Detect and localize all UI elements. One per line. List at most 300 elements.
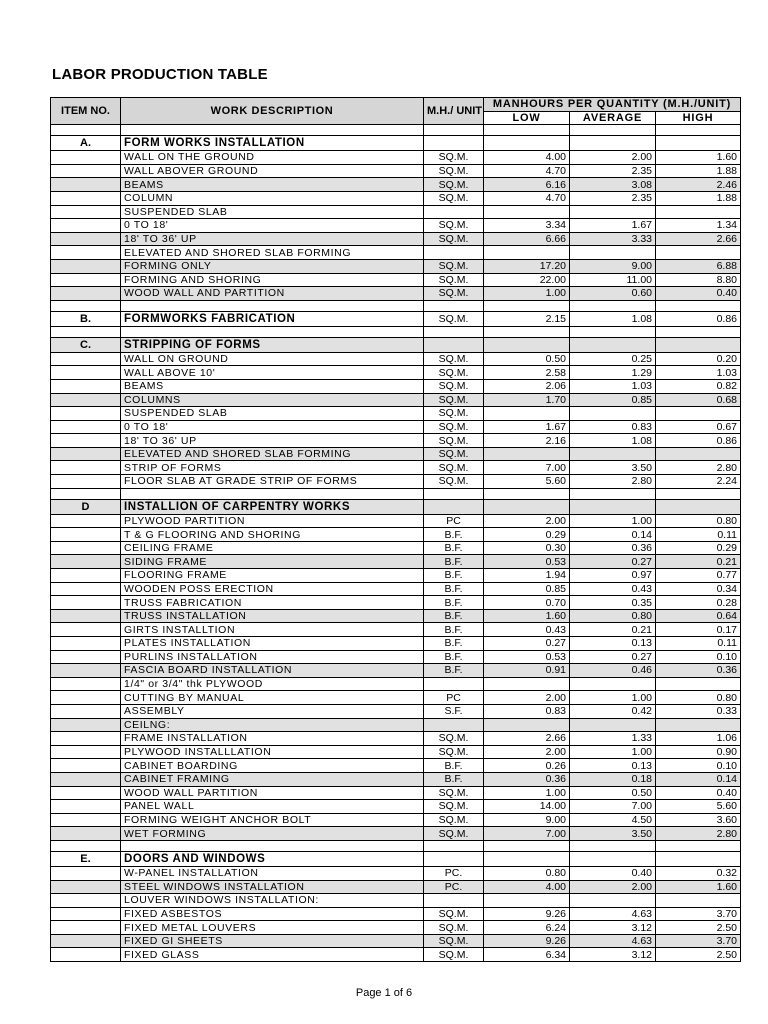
description-cell: FASCIA BOARD INSTALLATION xyxy=(121,664,424,678)
table-row xyxy=(51,393,741,407)
table-row xyxy=(51,934,741,948)
unit-cell xyxy=(424,136,484,151)
low-cell: 0.53 xyxy=(484,650,570,664)
description-cell: WOOD WALL PARTITION xyxy=(121,786,424,800)
description-cell: FORMWORKS FABRICATION xyxy=(121,311,424,326)
description-cell: 1/4" or 3/4" thk PLYWOOD xyxy=(121,677,424,691)
low-cell xyxy=(484,326,570,337)
low-cell: 0.85 xyxy=(484,582,570,596)
low-cell: 4.70 xyxy=(484,164,570,178)
low-cell: 6.24 xyxy=(484,921,570,935)
item-cell xyxy=(51,541,121,555)
description-cell: INSTALLION OF CARPENTRY WORKS xyxy=(121,499,424,514)
unit-cell xyxy=(424,125,484,136)
unit-cell: SQ.M. xyxy=(424,420,484,434)
high-cell: 0.80 xyxy=(656,514,741,528)
unit-cell: SQ.M. xyxy=(424,287,484,301)
description-cell: CABINET BOARDING xyxy=(121,759,424,773)
low-cell: 0.27 xyxy=(484,637,570,651)
average-cell: 1.03 xyxy=(570,379,656,393)
unit-cell: B.F. xyxy=(424,772,484,786)
average-cell xyxy=(570,205,656,219)
description-cell: DOORS AND WINDOWS xyxy=(121,851,424,866)
blank-row xyxy=(51,326,741,337)
high-cell: 1.60 xyxy=(656,880,741,894)
high-cell: 0.64 xyxy=(656,609,741,623)
average-cell xyxy=(570,337,656,352)
unit-cell: B.F. xyxy=(424,609,484,623)
table-row xyxy=(51,178,741,192)
unit-cell: SQ.M. xyxy=(424,164,484,178)
average-cell: 2.35 xyxy=(570,191,656,205)
low-cell: 0.83 xyxy=(484,704,570,718)
item-cell xyxy=(51,151,121,165)
description-cell: SUSPENDED SLAB xyxy=(121,205,424,219)
table-row xyxy=(51,191,741,205)
low-cell: 6.16 xyxy=(484,178,570,192)
average-cell: 2.00 xyxy=(570,151,656,165)
unit-cell: B.F. xyxy=(424,664,484,678)
description-cell: WALL ABOVER GROUND xyxy=(121,164,424,178)
average-cell: 9.00 xyxy=(570,259,656,273)
unit-cell: SQ.M. xyxy=(424,311,484,326)
item-cell xyxy=(51,934,121,948)
low-cell xyxy=(484,840,570,851)
high-cell: 2.50 xyxy=(656,948,741,962)
table-row xyxy=(51,664,741,678)
unit-cell: B.F. xyxy=(424,650,484,664)
item-cell xyxy=(51,745,121,759)
average-cell: 3.12 xyxy=(570,921,656,935)
average-cell: 0.36 xyxy=(570,541,656,555)
section-row xyxy=(51,311,741,326)
average-cell: 0.43 xyxy=(570,582,656,596)
table-row xyxy=(51,352,741,366)
item-cell xyxy=(51,205,121,219)
table-row xyxy=(51,555,741,569)
average-cell xyxy=(570,499,656,514)
table-row xyxy=(51,800,741,814)
description-cell: COLUMNS xyxy=(121,393,424,407)
average-cell: 0.97 xyxy=(570,569,656,583)
table-row xyxy=(51,514,741,528)
unit-cell: B.F. xyxy=(424,528,484,542)
table-row xyxy=(51,232,741,246)
high-cell: 0.82 xyxy=(656,379,741,393)
item-cell xyxy=(51,948,121,962)
average-cell: 1.00 xyxy=(570,745,656,759)
low-cell xyxy=(484,499,570,514)
high-cell: 0.77 xyxy=(656,569,741,583)
description-cell: TRUSS INSTALLATION xyxy=(121,609,424,623)
average-cell xyxy=(570,677,656,691)
table-row xyxy=(51,596,741,610)
table-row xyxy=(51,528,741,542)
unit-cell xyxy=(424,499,484,514)
average-cell: 11.00 xyxy=(570,273,656,287)
description-cell: WOODEN POSS ERECTION xyxy=(121,582,424,596)
high-cell: 0.80 xyxy=(656,691,741,705)
high-cell: 0.67 xyxy=(656,420,741,434)
description-cell: 0 TO 18' xyxy=(121,420,424,434)
table-row xyxy=(51,759,741,773)
table-row xyxy=(51,691,741,705)
high-cell xyxy=(656,337,741,352)
item-cell xyxy=(51,759,121,773)
low-cell: 1.00 xyxy=(484,287,570,301)
table-row xyxy=(51,813,741,827)
high-cell: 0.32 xyxy=(656,866,741,880)
unit-cell: SQ.M. xyxy=(424,827,484,841)
unit-cell: SQ.M. xyxy=(424,393,484,407)
table-row xyxy=(51,287,741,301)
item-cell xyxy=(51,352,121,366)
table-row xyxy=(51,866,741,880)
description-cell: FORMING ONLY xyxy=(121,259,424,273)
section-row xyxy=(51,337,741,352)
unit-cell: SQ.M. xyxy=(424,948,484,962)
item-cell xyxy=(51,246,121,260)
low-cell: 2.00 xyxy=(484,514,570,528)
description-cell: WOOD WALL AND PARTITION xyxy=(121,287,424,301)
section-row xyxy=(51,499,741,514)
average-cell xyxy=(570,718,656,732)
item-cell xyxy=(51,420,121,434)
low-cell: 0.26 xyxy=(484,759,570,773)
high-cell xyxy=(656,488,741,499)
blank-row xyxy=(51,300,741,311)
table-row xyxy=(51,609,741,623)
item-cell xyxy=(51,827,121,841)
unit-cell: SQ.M. xyxy=(424,475,484,489)
low-cell: 2.00 xyxy=(484,691,570,705)
item-cell xyxy=(51,840,121,851)
description-cell xyxy=(121,840,424,851)
table-row xyxy=(51,894,741,908)
description-cell: FORM WORKS INSTALLATION xyxy=(121,136,424,151)
table-row xyxy=(51,366,741,380)
high-cell: 0.33 xyxy=(656,704,741,718)
low-cell xyxy=(484,718,570,732)
description-cell xyxy=(121,488,424,499)
average-cell: 3.50 xyxy=(570,827,656,841)
description-cell: W-PANEL INSTALLATION xyxy=(121,866,424,880)
low-cell: 2.58 xyxy=(484,366,570,380)
high-cell: 5.60 xyxy=(656,800,741,814)
description-cell: T & G FLOORING AND SHORING xyxy=(121,528,424,542)
average-cell: 0.21 xyxy=(570,623,656,637)
description-cell: TRUSS FABRICATION xyxy=(121,596,424,610)
high-cell xyxy=(656,246,741,260)
unit-cell: B.F. xyxy=(424,582,484,596)
item-cell xyxy=(51,907,121,921)
item-cell xyxy=(51,287,121,301)
description-cell: SIDING FRAME xyxy=(121,555,424,569)
item-cell xyxy=(51,623,121,637)
low-cell: 0.91 xyxy=(484,664,570,678)
description-cell xyxy=(121,125,424,136)
low-cell: 4.00 xyxy=(484,880,570,894)
item-cell xyxy=(51,637,121,651)
description-cell: FIXED GI SHEETS xyxy=(121,934,424,948)
high-cell xyxy=(656,136,741,151)
average-cell: 1.08 xyxy=(570,434,656,448)
high-cell: 2.66 xyxy=(656,232,741,246)
description-cell: WET FORMING xyxy=(121,827,424,841)
unit-cell: SQ.M. xyxy=(424,732,484,746)
item-cell xyxy=(51,326,121,337)
low-cell: 2.06 xyxy=(484,379,570,393)
average-cell: 2.00 xyxy=(570,880,656,894)
high-cell: 6.88 xyxy=(656,259,741,273)
header-unit: M.H./ UNIT xyxy=(424,98,484,125)
average-cell: 0.27 xyxy=(570,650,656,664)
high-cell xyxy=(656,326,741,337)
high-cell xyxy=(656,851,741,866)
average-cell: 1.00 xyxy=(570,514,656,528)
description-cell: FORMING AND SHORING xyxy=(121,273,424,287)
table-row xyxy=(51,164,741,178)
low-cell: 7.00 xyxy=(484,461,570,475)
unit-cell: SQ.M. xyxy=(424,259,484,273)
average-cell xyxy=(570,840,656,851)
item-cell: A. xyxy=(51,136,121,151)
description-cell: ELEVATED AND SHORED SLAB FORMING xyxy=(121,447,424,461)
section-row xyxy=(51,851,741,866)
unit-cell: B.F. xyxy=(424,759,484,773)
table-row xyxy=(51,151,741,165)
table-row xyxy=(51,273,741,287)
table-row xyxy=(51,259,741,273)
table-row xyxy=(51,732,741,746)
low-cell: 0.70 xyxy=(484,596,570,610)
high-cell: 0.29 xyxy=(656,541,741,555)
table-row xyxy=(51,447,741,461)
low-cell: 4.70 xyxy=(484,191,570,205)
unit-cell: S.F. xyxy=(424,704,484,718)
high-cell: 2.50 xyxy=(656,921,741,935)
item-cell xyxy=(51,732,121,746)
unit-cell: SQ.M. xyxy=(424,178,484,192)
low-cell xyxy=(484,205,570,219)
item-cell xyxy=(51,393,121,407)
high-cell: 3.60 xyxy=(656,813,741,827)
average-cell: 0.27 xyxy=(570,555,656,569)
description-cell: PLYWOOD PARTITION xyxy=(121,514,424,528)
unit-cell: PC. xyxy=(424,866,484,880)
blank-row xyxy=(51,840,741,851)
item-cell xyxy=(51,191,121,205)
unit-cell: SQ.M. xyxy=(424,352,484,366)
high-cell: 0.21 xyxy=(656,555,741,569)
average-cell: 3.33 xyxy=(570,232,656,246)
unit-cell: SQ.M. xyxy=(424,379,484,393)
high-cell: 1.88 xyxy=(656,191,741,205)
description-cell: 18' TO 36' UP xyxy=(121,434,424,448)
low-cell xyxy=(484,300,570,311)
low-cell: 0.50 xyxy=(484,352,570,366)
header-low: LOW xyxy=(484,111,570,125)
item-cell xyxy=(51,650,121,664)
high-cell: 0.90 xyxy=(656,745,741,759)
average-cell: 3.12 xyxy=(570,948,656,962)
high-cell: 0.28 xyxy=(656,596,741,610)
item-cell xyxy=(51,164,121,178)
page-footer: Page 1 of 6 xyxy=(355,987,413,999)
description-cell: BEAMS xyxy=(121,379,424,393)
table-row xyxy=(51,407,741,421)
unit-cell: SQ.M. xyxy=(424,232,484,246)
high-cell: 0.11 xyxy=(656,637,741,651)
average-cell: 4.50 xyxy=(570,813,656,827)
description-cell: FIXED ASBESTOS xyxy=(121,907,424,921)
item-cell xyxy=(51,786,121,800)
item-cell xyxy=(51,880,121,894)
low-cell xyxy=(484,246,570,260)
description-cell: BEAMS xyxy=(121,178,424,192)
unit-cell: SQ.M. xyxy=(424,191,484,205)
high-cell: 2.80 xyxy=(656,827,741,841)
high-cell xyxy=(656,677,741,691)
table-row xyxy=(51,246,741,260)
low-cell xyxy=(484,851,570,866)
low-cell: 1.94 xyxy=(484,569,570,583)
average-cell: 3.50 xyxy=(570,461,656,475)
table-row xyxy=(51,461,741,475)
item-cell xyxy=(51,609,121,623)
item-cell: C. xyxy=(51,337,121,352)
average-cell: 4.63 xyxy=(570,934,656,948)
low-cell: 0.36 xyxy=(484,772,570,786)
high-cell: 0.86 xyxy=(656,311,741,326)
item-cell xyxy=(51,407,121,421)
high-cell xyxy=(656,499,741,514)
average-cell xyxy=(570,125,656,136)
item-cell: D xyxy=(51,499,121,514)
description-cell: 18' TO 36' UP xyxy=(121,232,424,246)
low-cell xyxy=(484,125,570,136)
table-row xyxy=(51,745,741,759)
high-cell: 0.68 xyxy=(656,393,741,407)
high-cell: 1.88 xyxy=(656,164,741,178)
low-cell: 0.43 xyxy=(484,623,570,637)
description-cell: FORMING WEIGHT ANCHOR BOLT xyxy=(121,813,424,827)
item-cell xyxy=(51,691,121,705)
item-cell xyxy=(51,800,121,814)
unit-cell: SQ.M. xyxy=(424,447,484,461)
high-cell: 3.70 xyxy=(656,934,741,948)
high-cell: 0.10 xyxy=(656,650,741,664)
header-item-no: ITEM NO. xyxy=(51,98,121,125)
table-row xyxy=(51,637,741,651)
average-cell: 0.25 xyxy=(570,352,656,366)
item-cell xyxy=(51,866,121,880)
unit-cell: SQ.M. xyxy=(424,434,484,448)
item-cell xyxy=(51,813,121,827)
high-cell: 2.24 xyxy=(656,475,741,489)
description-cell: ASSEMBLY xyxy=(121,704,424,718)
description-cell: CABINET FRAMING xyxy=(121,772,424,786)
item-cell xyxy=(51,921,121,935)
table-row xyxy=(51,786,741,800)
average-cell: 1.33 xyxy=(570,732,656,746)
blank-row xyxy=(51,488,741,499)
high-cell xyxy=(656,205,741,219)
item-cell xyxy=(51,366,121,380)
table-row xyxy=(51,827,741,841)
high-cell: 1.03 xyxy=(656,366,741,380)
description-cell: STRIP OF FORMS xyxy=(121,461,424,475)
low-cell: 2.16 xyxy=(484,434,570,448)
table-row xyxy=(51,623,741,637)
table-row xyxy=(51,205,741,219)
low-cell: 7.00 xyxy=(484,827,570,841)
description-cell: WALL ON THE GROUND xyxy=(121,151,424,165)
average-cell: 3.08 xyxy=(570,178,656,192)
low-cell xyxy=(484,407,570,421)
unit-cell xyxy=(424,894,484,908)
description-cell: WALL ON GROUND xyxy=(121,352,424,366)
table-body xyxy=(51,125,741,962)
average-cell: 0.14 xyxy=(570,528,656,542)
item-cell xyxy=(51,447,121,461)
item-cell xyxy=(51,259,121,273)
item-cell: E. xyxy=(51,851,121,866)
description-cell: FIXED METAL LOUVERS xyxy=(121,921,424,935)
average-cell: 0.50 xyxy=(570,786,656,800)
unit-cell: SQ.M. xyxy=(424,273,484,287)
unit-cell: SQ.M. xyxy=(424,407,484,421)
item-cell xyxy=(51,475,121,489)
description-cell: 0 TO 18' xyxy=(121,219,424,233)
description-cell: CUTTING BY MANUAL xyxy=(121,691,424,705)
average-cell xyxy=(570,246,656,260)
low-cell xyxy=(484,447,570,461)
average-cell: 0.35 xyxy=(570,596,656,610)
item-cell: B. xyxy=(51,311,121,326)
item-cell xyxy=(51,596,121,610)
high-cell: 2.80 xyxy=(656,461,741,475)
average-cell: 0.83 xyxy=(570,420,656,434)
low-cell: 6.34 xyxy=(484,948,570,962)
high-cell: 8.80 xyxy=(656,273,741,287)
item-cell xyxy=(51,514,121,528)
low-cell: 0.80 xyxy=(484,866,570,880)
item-cell xyxy=(51,664,121,678)
unit-cell: SQ.M. xyxy=(424,151,484,165)
high-cell: 0.17 xyxy=(656,623,741,637)
item-cell xyxy=(51,772,121,786)
low-cell: 0.53 xyxy=(484,555,570,569)
description-cell: PANEL WALL xyxy=(121,800,424,814)
item-cell xyxy=(51,178,121,192)
unit-cell: SQ.M. xyxy=(424,907,484,921)
average-cell: 4.63 xyxy=(570,907,656,921)
average-cell xyxy=(570,851,656,866)
low-cell xyxy=(484,677,570,691)
low-cell: 1.00 xyxy=(484,786,570,800)
average-cell: 7.00 xyxy=(570,800,656,814)
table-row xyxy=(51,650,741,664)
low-cell: 5.60 xyxy=(484,475,570,489)
average-cell: 0.60 xyxy=(570,287,656,301)
average-cell: 0.13 xyxy=(570,637,656,651)
description-cell: STEEL WINDOWS INSTALLATION xyxy=(121,880,424,894)
low-cell: 22.00 xyxy=(484,273,570,287)
average-cell: 0.18 xyxy=(570,772,656,786)
low-cell: 2.00 xyxy=(484,745,570,759)
description-cell: ELEVATED AND SHORED SLAB FORMING xyxy=(121,246,424,260)
